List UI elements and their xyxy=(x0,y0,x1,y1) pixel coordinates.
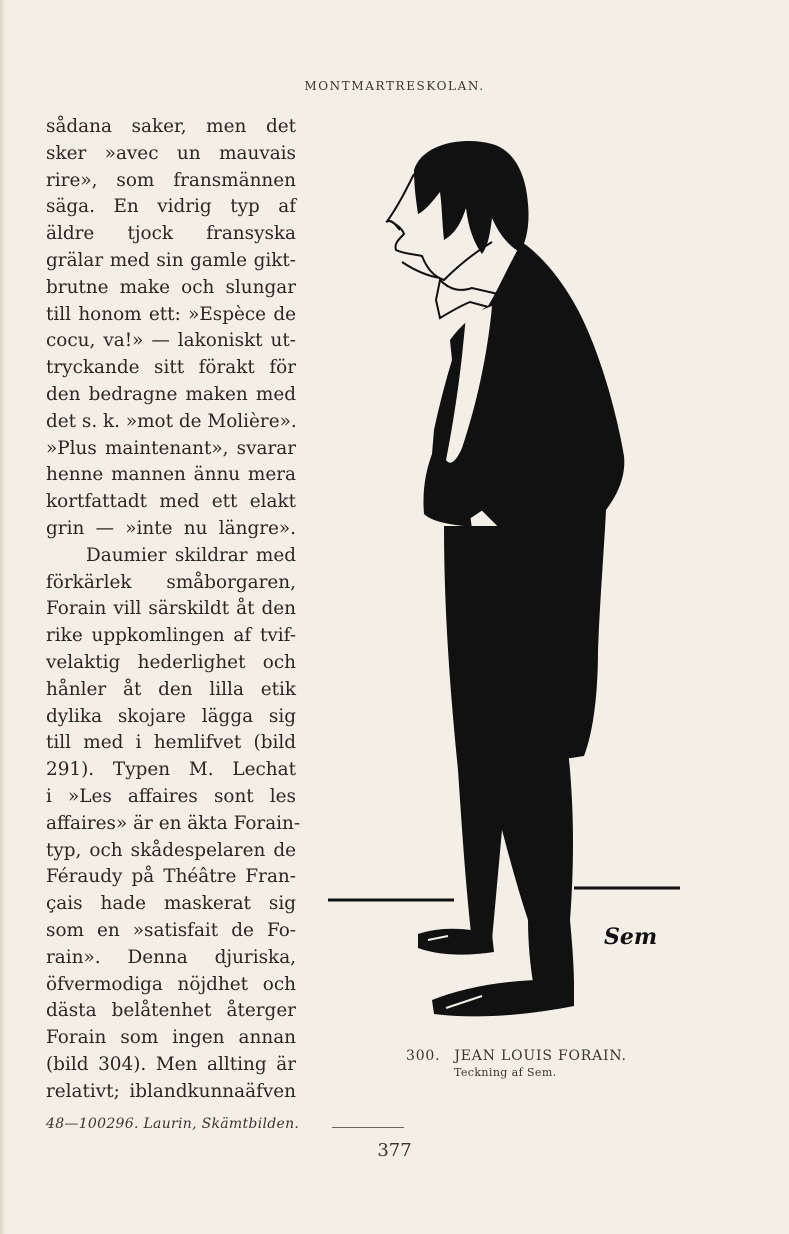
right-shoe xyxy=(432,980,574,1017)
body-line: henne mannen ännu mera xyxy=(46,464,296,486)
running-head: MONTMARTRESKOLAN. xyxy=(304,79,485,93)
body-line: kortfattadt med ett elakt xyxy=(46,491,296,513)
body-line: öfvermodiga nöjdhet och xyxy=(46,973,296,995)
figure-caption xyxy=(406,1048,636,1079)
body-line: dästa belåtenhet återger xyxy=(46,1000,296,1022)
body-line: brutne make och slungar xyxy=(46,276,296,298)
body-line: hånler åt den lilla etik xyxy=(46,678,296,700)
body-line: Féraudy på Théâtre Fran- xyxy=(46,866,296,888)
body-line: Forain som ingen annan xyxy=(46,1027,296,1049)
body-line: rike uppkomlingen af tvif- xyxy=(46,625,296,647)
caption-subtitle: Teckning af Sem. xyxy=(454,1066,557,1079)
body-line: çais hade maskerat sig xyxy=(46,893,296,915)
caption-number: 300. xyxy=(406,1048,441,1064)
page-number: 377 xyxy=(377,1140,412,1161)
printer-signature-note: 48—100296. Laurin, Skämtbilden. xyxy=(46,1116,300,1132)
body-line: »Plus maintenant», svarar xyxy=(46,437,296,459)
body-line: (bild 304). Men allting är xyxy=(46,1053,296,1075)
artist-signature: Sem xyxy=(604,924,658,950)
left-shoe xyxy=(418,929,494,955)
body-line: sker »avec un mauvais xyxy=(46,142,296,164)
body-line: grin — »inte nu längre». xyxy=(46,517,296,539)
body-line: 291). Typen M. Lechat xyxy=(46,759,296,781)
binding-edge xyxy=(0,0,8,1234)
body-line: i »Les affaires sont les xyxy=(46,785,296,807)
nose-mouth xyxy=(386,221,440,278)
caption-title: JEAN LOUIS FORAIN. xyxy=(454,1048,627,1064)
body-line: grälar med sin gamle gikt- xyxy=(46,249,296,271)
body-line: rain». Denna djuriska, xyxy=(46,946,296,968)
body-line: äldre tjock fransyska xyxy=(46,223,296,245)
caption-title-line xyxy=(406,1048,636,1064)
body-line: affaires» är en äkta Forain- xyxy=(46,812,301,834)
caricature-illustration xyxy=(322,130,692,1030)
body-line: sådana saker, men det xyxy=(46,116,296,137)
caricature-drawing xyxy=(322,130,692,1030)
body-line: förkärlek småborgaren, xyxy=(46,571,296,593)
footer-rule xyxy=(332,1127,404,1128)
body-line: det s. k. »mot de Molière». xyxy=(46,410,297,432)
body-line: tryckande sitt förakt för xyxy=(46,357,296,379)
body-line: till honom ett: »Espèce de xyxy=(46,303,296,325)
body-line: den bedragne maken med xyxy=(46,383,296,405)
body-line: velaktig hederlighet och xyxy=(46,651,296,673)
body-line: Daumier skildrar med xyxy=(86,544,296,566)
body-line: relativt; iblandkunnaäfven xyxy=(46,1080,296,1102)
hair-shape xyxy=(414,141,529,254)
body-line: rire», som fransmännen xyxy=(46,169,296,191)
body-line: till med i hemlifvet (bild xyxy=(46,732,296,754)
body-text-column xyxy=(46,114,301,1105)
body-line: dylika skojare lägga sig xyxy=(46,705,296,727)
body-line: Forain vill särskildt åt den xyxy=(46,598,296,620)
body-line: säga. En vidrig typ af xyxy=(46,196,296,218)
body-line: cocu, va!» — lakoniskt ut- xyxy=(46,330,296,352)
body-line: typ, och skådespelaren de xyxy=(46,839,296,861)
body-line: som en »satisfait de Fo- xyxy=(46,919,296,941)
